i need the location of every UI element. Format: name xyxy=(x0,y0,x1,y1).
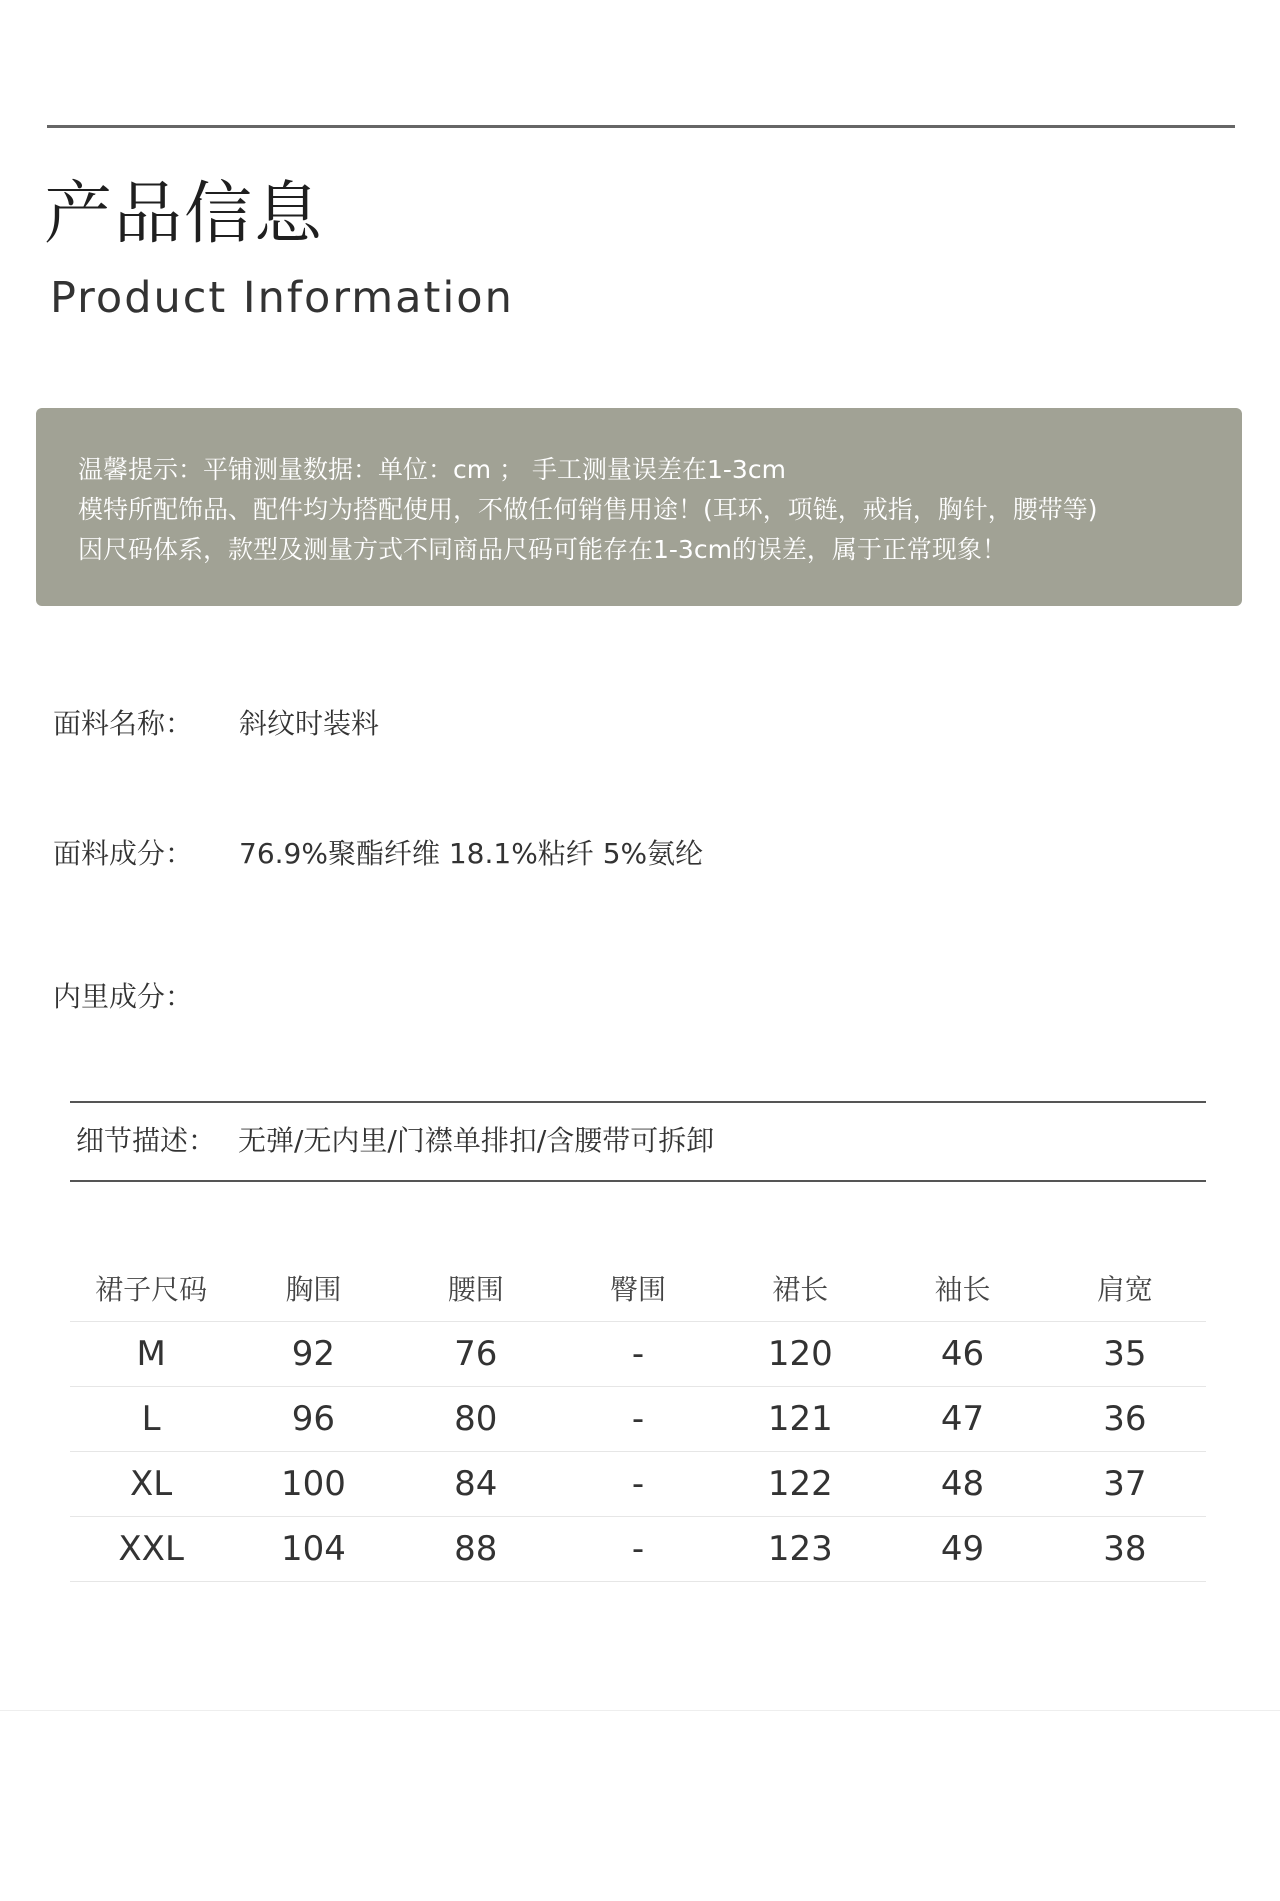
notice-box xyxy=(36,408,1242,606)
header-hip: 臀围 xyxy=(557,1255,719,1322)
lining-composition-label: 内里成分： xyxy=(53,980,194,1013)
dress-length-cell: 120 xyxy=(719,1322,881,1387)
table-row xyxy=(70,1517,1206,1582)
header-bust: 胸围 xyxy=(232,1255,394,1322)
dress-length-cell: 121 xyxy=(719,1387,881,1452)
fabric-name-value: 斜纹时装料 xyxy=(239,707,380,740)
page-subtitle: Product Information xyxy=(50,273,514,323)
sleeve-length-cell: 48 xyxy=(881,1452,1043,1517)
waist-cell: 76 xyxy=(395,1322,557,1387)
bust-cell: 96 xyxy=(232,1387,394,1452)
shoulder-width-cell: 38 xyxy=(1044,1517,1206,1582)
details-bottom-divider xyxy=(70,1180,1206,1182)
page-title: 产品信息 xyxy=(44,175,325,254)
header-size: 裙子尺码 xyxy=(70,1255,232,1322)
shoulder-width-cell: 37 xyxy=(1044,1452,1206,1517)
shoulder-width-cell: 36 xyxy=(1044,1387,1206,1452)
details-top-divider xyxy=(70,1101,1206,1103)
size-cell: L xyxy=(70,1387,232,1452)
header-waist: 腰围 xyxy=(395,1255,557,1322)
fabric-composition-label: 面料成分： xyxy=(53,837,194,870)
header-dress-length: 裙长 xyxy=(719,1255,881,1322)
header-sleeve-length: 袖长 xyxy=(881,1255,1043,1322)
header-shoulder-width: 肩宽 xyxy=(1044,1255,1206,1322)
hip-cell: - xyxy=(557,1322,719,1387)
table-row xyxy=(70,1387,1206,1452)
fabric-composition-row xyxy=(53,836,703,872)
fabric-name-label: 面料名称： xyxy=(53,707,194,740)
waist-cell: 88 xyxy=(395,1517,557,1582)
size-cell: XXL xyxy=(70,1517,232,1582)
size-table xyxy=(70,1255,1206,1582)
fabric-name-row xyxy=(53,706,379,742)
hip-cell: - xyxy=(557,1387,719,1452)
lining-composition-row xyxy=(53,979,239,1015)
sleeve-length-cell: 47 xyxy=(881,1387,1043,1452)
table-row xyxy=(70,1322,1206,1387)
waist-cell: 80 xyxy=(395,1387,557,1452)
size-cell: M xyxy=(70,1322,232,1387)
details-label: 细节描述： xyxy=(76,1124,217,1157)
notice-line: 模特所配饰品、配件均为搭配使用，不做任何销售用途！(耳环，项链，戒指，胸针，腰带等) xyxy=(78,495,1098,524)
details-value: 无弹/无内里/门襟单排扣/含腰带可拆卸 xyxy=(238,1124,715,1157)
notice-line: 温馨提示：平铺测量数据：单位：cm ； 手工测量误差在1-3cm xyxy=(78,455,786,484)
sleeve-length-cell: 49 xyxy=(881,1517,1043,1582)
table-header-row xyxy=(70,1255,1206,1322)
bust-cell: 104 xyxy=(232,1517,394,1582)
dress-length-cell: 122 xyxy=(719,1452,881,1517)
details-row xyxy=(76,1123,714,1159)
sleeve-length-cell: 46 xyxy=(881,1322,1043,1387)
bust-cell: 92 xyxy=(232,1322,394,1387)
shoulder-width-cell: 35 xyxy=(1044,1322,1206,1387)
waist-cell: 84 xyxy=(395,1452,557,1517)
bust-cell: 100 xyxy=(232,1452,394,1517)
notice-line: 因尺码体系，款型及测量方式不同商品尺码可能存在1-3cm的误差，属于正常现象！ xyxy=(78,535,1007,564)
dress-length-cell: 123 xyxy=(719,1517,881,1582)
fabric-composition-value: 76.9%聚酯纤维 18.1%粘纤 5%氨纶 xyxy=(239,837,704,870)
hip-cell: - xyxy=(557,1517,719,1582)
hip-cell: - xyxy=(557,1452,719,1517)
top-divider xyxy=(47,125,1235,128)
bottom-divider xyxy=(0,1710,1280,1711)
table-row xyxy=(70,1452,1206,1517)
size-cell: XL xyxy=(70,1452,232,1517)
